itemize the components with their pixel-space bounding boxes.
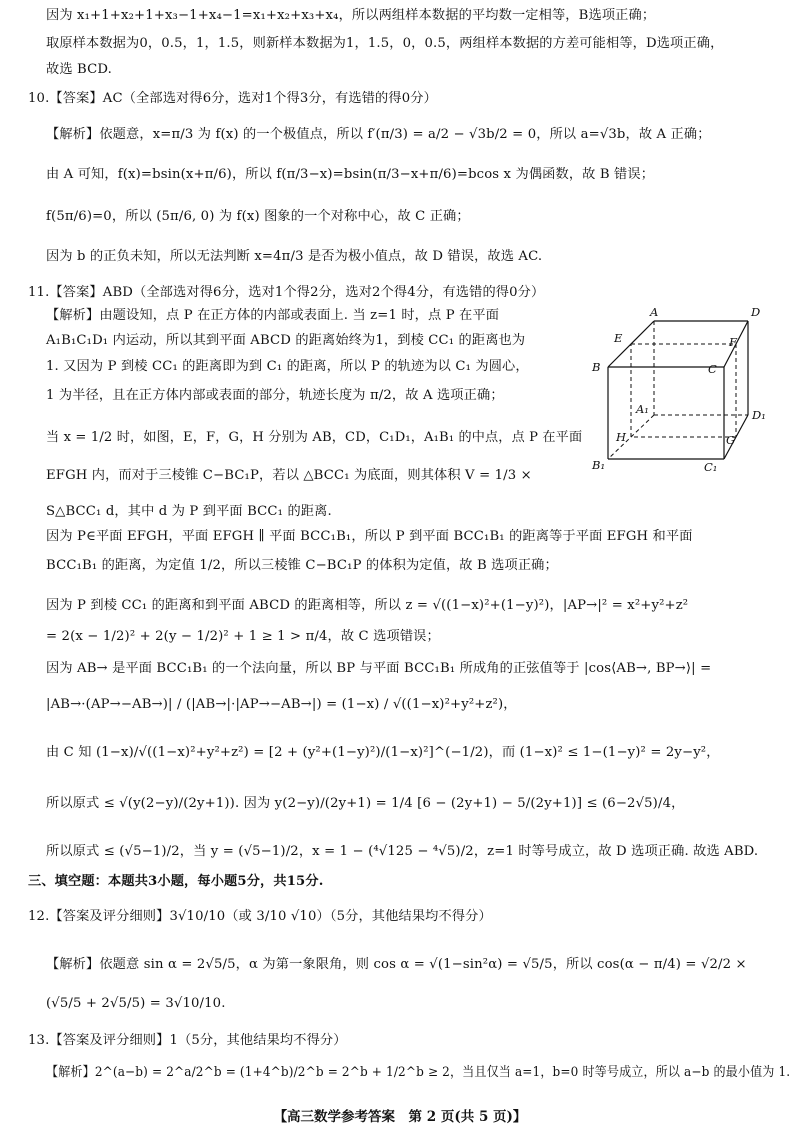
question-12-answer: 12.【答案及评分细则】3√10/10（或 3/10 √10）（5分，其他结果均不得分） (28, 909, 492, 924)
label-D: D (751, 305, 761, 319)
label-F: F (729, 335, 737, 349)
label-B1: B₁ (592, 458, 606, 472)
text-line: |AB→·(AP→−AB→)| / (|AB→|·|AP→−AB→|) = (1−x) / √((1−x)²+y²+z²)， (46, 697, 517, 712)
label-C1: C₁ (704, 460, 718, 474)
text-line: 【解析】依题意 sin α = 2√5/5，α 为第一象限角，则 cos α = √(1−sin²α) = √5/5，所以 cos(α − π/4) = √2/2 × (46, 957, 747, 972)
question-11-answer: 11.【答案】ABD（全部选对得6分，选对1个得2分，选对2个得4分，有选错的得0分） (28, 285, 545, 300)
text-line: 1 为半径，且在正方体内部或表面的部分，轨迹长度为 π/2，故 A 选项正确； (46, 388, 504, 403)
text-line: 由 A 可知，f(x)=bsin(x+π/6)，所以 f(π/3−x)=bsin(π/3−x+π/6)=bcos x 为偶函数，故 B 错误； (46, 167, 655, 182)
text-line: (√5/5 + 2√5/5) = 3√10/10. (46, 996, 226, 1011)
page-footer: 【高三数学参考答案 第 2 页(共 5 页)】 (273, 1109, 527, 1125)
label-G: G (726, 433, 736, 447)
question-13-answer: 13.【答案及评分细则】1（5分，其他结果均不得分） (28, 1033, 347, 1048)
label-E: E (614, 331, 623, 345)
label-A1: A₁ (636, 402, 649, 416)
label-D1: D₁ (752, 408, 766, 422)
text-line: 所以原式 ≤ √(y(2−y)/(2y+1)). 因为 y(2−y)/(2y+1) = 1/4 [6 − (2y+1) − 5/(2y+1)] ≤ (6−2√5)/4， (46, 796, 685, 811)
text-line: 【解析】依题意，x=π/3 为 f(x) 的一个极值点，所以 f′(π/3) = a/2 − √3b/2 = 0，所以 a=√3b，故 A 正确； (46, 127, 711, 142)
question-10-answer: 10.【答案】AC（全部选对得6分，选对1个得3分，有选错的得0分） (28, 91, 437, 106)
label-A: A (650, 305, 659, 319)
text-line: 故选 BCD. (46, 62, 112, 77)
text-line: A₁B₁C₁D₁ 内运动，所以其到平面 ABCD 的距离始终为1，到棱 CC₁ 的距离也为 (46, 333, 526, 348)
text-line: 因为 P∈平面 EFGH，平面 EFGH ∥ 平面 BCC₁B₁，所以 P 到平面 BCC₁B₁ 的距离等于平面 EFGH 和平面 (46, 529, 693, 544)
text-line: 取原样本数据为0，0.5，1，1.5，则新样本数据为1，1.5，0，0.5，两组样本数据的方差可能相等，D选项正确， (46, 36, 724, 51)
text-line: 1. 又因为 P 到棱 CC₁ 的距离即为到 C₁ 的距离，所以 P 的轨迹为以 C₁ 为圆心， (46, 359, 529, 374)
label-H: H (616, 430, 627, 444)
cube-figure (588, 305, 770, 475)
text-line: S△BCC₁ d，其中 d 为 P 到平面 BCC₁ 的距离. (46, 504, 332, 519)
text-line: EFGH 内，而对于三棱锥 C−BC₁P，若以 △BCC₁ 为底面，则其体积 V = 1/3 × (46, 468, 532, 483)
text-line: 【解析】2^(a−b) = 2^a/2^b = (1+4^b)/2^b = 2^b + 1/2^b ≥ 2，当且仅当 a=1，b=0 时等号成立，所以 a−b 的最小值为 1. (46, 1065, 791, 1080)
text-line: = 2(x − 1/2)² + 2(y − 1/2)² + 1 ≥ 1 > π/4，故 C 选项错误； (46, 629, 440, 644)
text-line: 因为 b 的正负未知，所以无法判断 x=4π/3 是否为极小值点，故 D 错误，故选 AC. (46, 249, 543, 264)
label-C: C (708, 362, 717, 376)
text-line: f(5π/6)=0，所以 (5π/6, 0) 为 f(x) 图象的一个对称中心，故 C 正确； (46, 209, 470, 224)
text-line: 因为 AB→ 是平面 BCC₁B₁ 的一个法向量，所以 BP 与平面 BCC₁B₁ 所成角的正弦值等于 |cos⟨AB→, BP→⟩| = (46, 661, 712, 676)
text-line: 由 C 知 (1−x)/√((1−x)²+y²+z²) = [2 + (y²+(1−y)²)/(1−x)²]^(−1/2)，而 (1−x)² ≤ 1−(1−y)² = 2y−y²， (46, 745, 720, 760)
section-heading: 三、填空题：本题共3小题，每小题5分，共15分. (28, 874, 324, 889)
text-line: 【解析】由题设知，点 P 在正方体的内部或表面上. 当 z=1 时，点 P 在平面 (46, 308, 500, 323)
text-line: 当 x = 1/2 时，如图，E，F，G，H 分别为 AB，CD，C₁D₁，A₁B₁ 的中点，点 P 在平面 (46, 430, 583, 445)
text-line: BCC₁B₁ 的距离，为定值 1/2，所以三棱锥 C−BC₁P 的体积为定值，故 B 选项正确； (46, 558, 558, 573)
text-line: 因为 x₁+1+x₂+1+x₃−1+x₄−1=x₁+x₂+x₃+x₄，所以两组样本数据的平均数一定相等，B选项正确； (46, 8, 656, 23)
text-line: 因为 P 到棱 CC₁ 的距离和到平面 ABCD 的距离相等，所以 z = √((1−x)²+(1−y)²)，|AP→|² = x²+y²+z² (46, 598, 689, 613)
label-B: B (592, 360, 601, 374)
text-line: 所以原式 ≤ (√5−1)/2，当 y = (√5−1)/2，x = 1 − (⁴√125 − ⁴√5)/2，z=1 时等号成立，故 D 选项正确. 故选 ABD. (46, 844, 759, 859)
